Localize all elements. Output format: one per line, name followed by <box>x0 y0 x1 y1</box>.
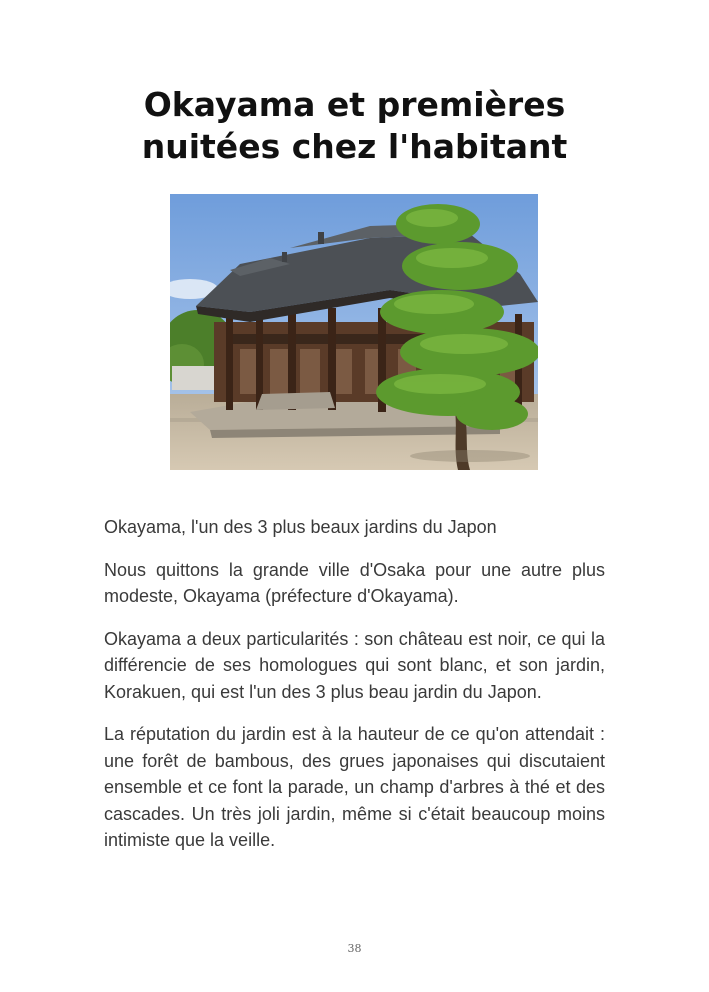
paragraph-intro: Okayama, l'un des 3 plus beaux jardins du Japon <box>104 517 497 537</box>
page-title <box>80 84 629 168</box>
article-body <box>104 514 605 870</box>
title-line-2: nuitées chez l'habitant <box>141 127 568 166</box>
paragraph-departure: Nous quittons la grande ville d'Osaka pour une autre plus modeste, Okayama (préfecture d'Okayama). <box>104 559 605 606</box>
paragraph-particularities: Okayama a deux particularités : son château est noir, ce qui la différencie de ses homologues qui sont blanc, et son jardin, Korakuen, qui est l'un des 3 plus beau jardin du Japon. <box>104 628 605 702</box>
title-line-1: Okayama et premières <box>143 85 566 124</box>
page-number: 38 <box>347 942 362 955</box>
paragraph-garden: La réputation du jardin est à la hauteur de ce qu'on attendait : une forêt de bambous, des grues japonaises qui discutaient ensemble et ce font la parade, un champ d'arbres à thé et des cascades. Un très joli jardin, même si c'était beaucoup moins intimiste que la veille. <box>104 724 605 850</box>
temple-photo <box>170 194 538 470</box>
